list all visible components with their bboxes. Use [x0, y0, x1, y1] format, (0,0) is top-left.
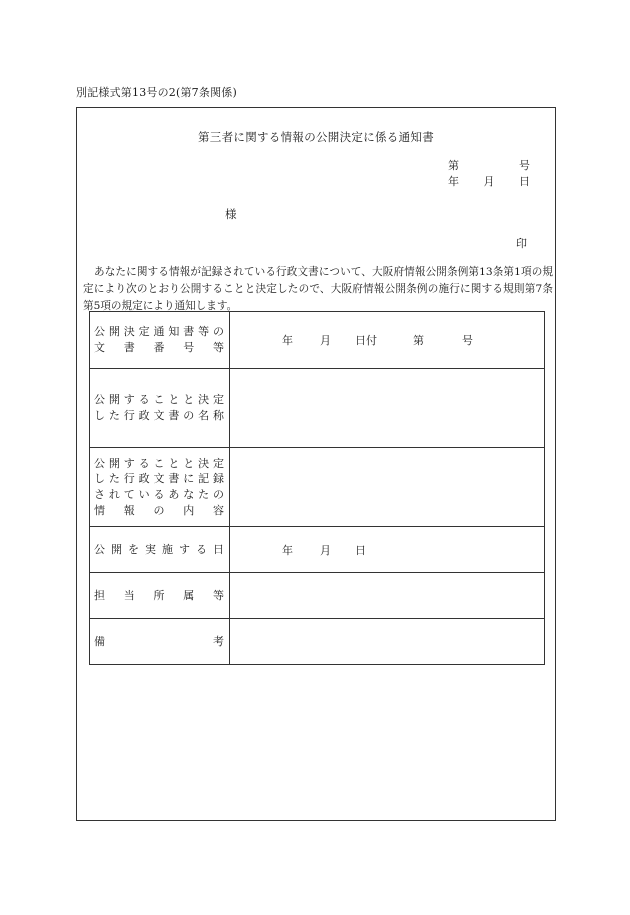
- reference-number: [448, 157, 530, 173]
- label-info-content: [90, 448, 230, 527]
- reference-number-prefix: 第: [448, 159, 459, 172]
- label-line: されているあなたの: [94, 488, 224, 501]
- row-remarks: [90, 619, 545, 665]
- form-title: 第三者に関する情報の公開決定に係る通知書: [198, 130, 434, 144]
- reference-date-month: 月: [483, 175, 495, 188]
- reference-number-suffix: 号: [519, 159, 530, 172]
- row-info-content: [90, 448, 545, 527]
- label-remarks: [90, 619, 230, 665]
- addressee-suffix: 様: [225, 207, 237, 221]
- value-year: 年: [282, 334, 293, 347]
- value-month: 月: [320, 334, 331, 347]
- label-document-name: [90, 369, 230, 448]
- label-line: 公開することと決定: [94, 456, 224, 470]
- label-line: した行政文書の名称: [94, 409, 224, 422]
- value-dated: 日付: [355, 334, 377, 347]
- reference-date: [448, 173, 530, 189]
- value-remarks: [230, 619, 545, 665]
- label-line: 備考: [94, 634, 224, 648]
- row-disclosure-date: [90, 527, 545, 573]
- label-line: 担当所属等: [94, 588, 224, 602]
- value-info-content: [230, 448, 545, 527]
- value-disclosure-date: [230, 527, 545, 573]
- notice-body-text: あなたに関する情報が記録されている行政文書について、大阪府情報公開条例第13条第1項の規定により次のとおり公開することと決定したので、大阪府情報公開条例の施行に関する規則第7条第5項の規定により通知します。: [83, 266, 553, 312]
- seal-mark: 印: [516, 237, 527, 250]
- label-line: 公開することと決定: [94, 393, 224, 407]
- label-line: した行政文書に記録: [94, 472, 224, 486]
- value-month: 月: [320, 543, 331, 557]
- row-notice-number: [90, 312, 545, 369]
- form-caption: 別記様式第13号の2(第7条関係): [76, 86, 237, 99]
- value-document-name: [230, 369, 545, 448]
- label-line: 情報の内容: [94, 503, 224, 517]
- row-document-name: [90, 369, 545, 448]
- value-notice-number: [230, 312, 545, 369]
- label-notice-number: [90, 312, 230, 369]
- label-line: 文書番号等: [94, 341, 224, 354]
- notice-form: [76, 107, 556, 821]
- reference-date-year: 年: [448, 175, 459, 188]
- value-number-suffix: 号: [462, 334, 473, 347]
- label-department: [90, 573, 230, 619]
- value-day: 日: [355, 543, 366, 557]
- reference-date-day: 日: [519, 175, 530, 188]
- label-line: 公開を実施する日: [94, 542, 224, 556]
- value-department: [230, 573, 545, 619]
- label-disclosure-date: [90, 527, 230, 573]
- value-year: 年: [282, 543, 293, 557]
- label-line: 公開決定通知書等の: [94, 325, 224, 339]
- value-number-prefix: 第: [413, 334, 424, 347]
- row-department: [90, 573, 545, 619]
- notice-details-table: [89, 311, 545, 665]
